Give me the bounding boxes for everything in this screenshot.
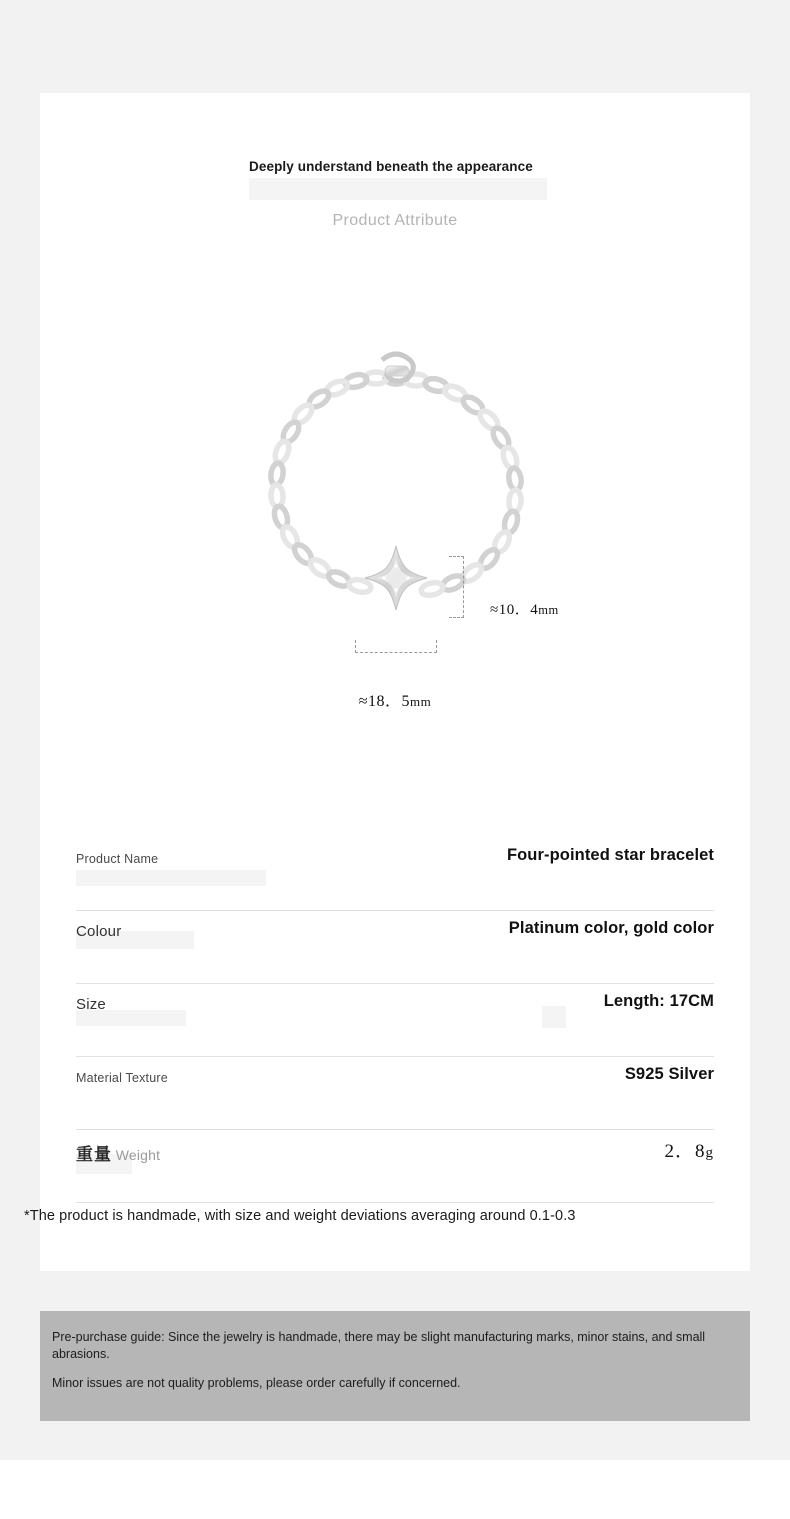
horizontal-dimension-label bbox=[0, 688, 790, 711]
table-row bbox=[76, 911, 714, 984]
product-spec-table bbox=[76, 838, 714, 1203]
spec-value-weight-unit: g bbox=[705, 1145, 714, 1161]
horizontal-dimension-unit: mm bbox=[410, 694, 432, 709]
banner-line-2: Minor issues are not quality problems, please order carefully if concerned. bbox=[52, 1376, 461, 1390]
table-row bbox=[76, 1057, 714, 1130]
table-row bbox=[76, 1130, 714, 1203]
spec-value-size: Length: 17CM bbox=[603, 992, 714, 1010]
spec-value-weight bbox=[664, 1136, 714, 1163]
vertical-dimension-label bbox=[490, 598, 559, 619]
spec-label-weight-cn: 重量 bbox=[76, 1145, 112, 1164]
spec-value-weight-number: 2．8 bbox=[664, 1141, 706, 1162]
vertical-dimension-value: ≈10．4 bbox=[490, 602, 539, 618]
banner-line-1: Pre-purchase guide: Since the jewelry is handmade, there may be slight manufacturing marks, minor stains, and small abrasions. bbox=[52, 1330, 706, 1361]
spec-label-weight-en: Weight bbox=[115, 1147, 161, 1163]
headline-highlight-bar bbox=[249, 178, 547, 200]
spec-label-product-name: Product Name bbox=[76, 852, 159, 866]
spec-label-size: Size bbox=[76, 996, 106, 1013]
horizontal-dimension-value: ≈18．5 bbox=[358, 693, 411, 710]
table-row bbox=[76, 838, 714, 911]
star-pendant bbox=[365, 546, 427, 610]
vertical-dimension-unit: mm bbox=[538, 603, 559, 617]
spec-label-colour: Colour bbox=[76, 923, 122, 940]
bottom-white-strip bbox=[0, 1460, 790, 1519]
spec-label-weight bbox=[76, 1140, 160, 1165]
page-subheading: Product Attribute bbox=[332, 212, 458, 229]
spec-value-material-texture: S925 Silver bbox=[624, 1065, 714, 1083]
table-row bbox=[76, 984, 714, 1057]
page-headline: Deeply understand beneath the appearance bbox=[249, 159, 533, 174]
spec-value-colour: Platinum color, gold color bbox=[508, 919, 714, 937]
spec-value-product-name: Four-pointed star bracelet bbox=[506, 846, 714, 864]
spec-label-material-texture: Material Texture bbox=[76, 1071, 168, 1085]
clasp bbox=[382, 354, 413, 381]
vertical-measure-guide bbox=[449, 556, 464, 618]
handmade-deviation-note: *The product is handmade, with size and weight deviations averaging around 0.1-0.3 bbox=[24, 1208, 576, 1224]
horizontal-measure-guide bbox=[355, 640, 437, 653]
pre-purchase-guide-banner bbox=[40, 1311, 750, 1421]
